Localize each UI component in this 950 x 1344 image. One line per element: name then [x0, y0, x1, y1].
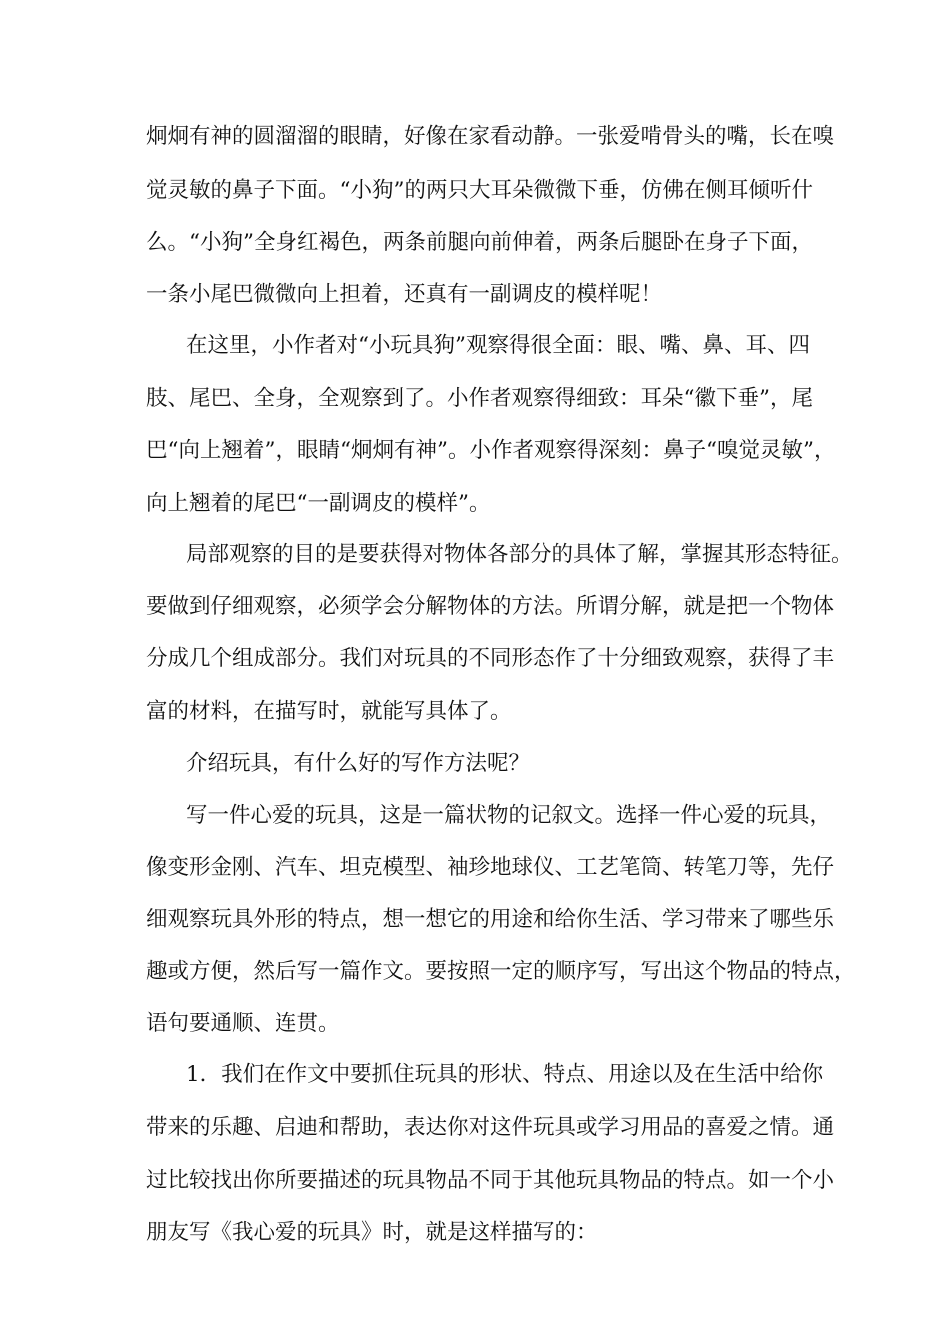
text-line: 趣或方便，然后写一篇作文。要按照一定的顺序写，写出这个物品的特点，: [146, 959, 856, 984]
text-line: 要做到仔细观察，必须学会分解物体的方法。所谓分解，就是把一个物体: [146, 594, 835, 619]
text-line: 朋友写《我心爱的玩具》时，就是这样描写的：: [146, 1220, 598, 1245]
text-line: 巴“向上翘着”，眼睛“炯炯有神”。小作者观察得深刻：鼻子“嗅觉灵敏”，: [146, 438, 836, 463]
text-line: 带来的乐趣、启迪和帮助，表达你对这件玩具或学习用品的喜爱之情。通: [146, 1115, 835, 1140]
paragraph-start-line: 介绍玩具，有什么好的写作方法呢？: [186, 751, 531, 776]
text-line: 像变形金刚、汽车、坦克模型、袖珍地球仪、工艺笔筒、转笔刀等，先仔: [146, 855, 835, 880]
text-line: 细观察玩具外形的特点，想一想它的用途和给你生活、学习带来了哪些乐: [146, 907, 835, 932]
text-line: 炯炯有神的圆溜溜的眼睛，好像在家看动静。一张爱啃骨头的嘴，长在嗅: [146, 124, 835, 149]
text-line: 富的材料，在描写时，就能写具体了。: [146, 699, 512, 724]
text-line: 肢、尾巴、全身，全观察到了。小作者观察得细致：耳朵“徽下垂”，尾: [146, 386, 813, 411]
text-line: 分成几个组成部分。我们对玩具的不同形态作了十分细致观察，获得了丰: [146, 646, 835, 671]
paragraph-start-line: 1．我们在作文中要抓住玩具的形状、特点、用途以及在生活中给你: [186, 1062, 824, 1087]
paragraph-start-line: 在这里，小作者对“小玩具狗”观察得很全面：眼、嘴、鼻、耳、四: [186, 333, 810, 358]
text-line: 么。“小狗”全身红褐色，两条前腿向前伸着，两条后腿卧在身子下面，: [146, 230, 813, 255]
text-line: 觉灵敏的鼻子下面。“小狗”的两只大耳朵微微下垂，仿佛在侧耳倾听什: [146, 178, 813, 203]
paragraph-start-line: 写一件心爱的玩具，这是一篇状物的记叙文。选择一件心爱的玩具，: [186, 803, 832, 828]
paragraph-start-line: 局部观察的目的是要获得对物体各部分的具体了解，掌握其形态特征。: [186, 542, 853, 567]
text-line: 向上翘着的尾巴“一副调皮的模样”。: [146, 491, 491, 516]
text-line: 语句要通顺、连贯。: [146, 1011, 340, 1036]
text-line: 过比较找出你所要描述的玩具物品不同于其他玩具物品的特点。如一个小: [146, 1168, 835, 1193]
text-line: 一条小尾巴微微向上担着，还真有一副调皮的模样呢！: [146, 282, 663, 307]
